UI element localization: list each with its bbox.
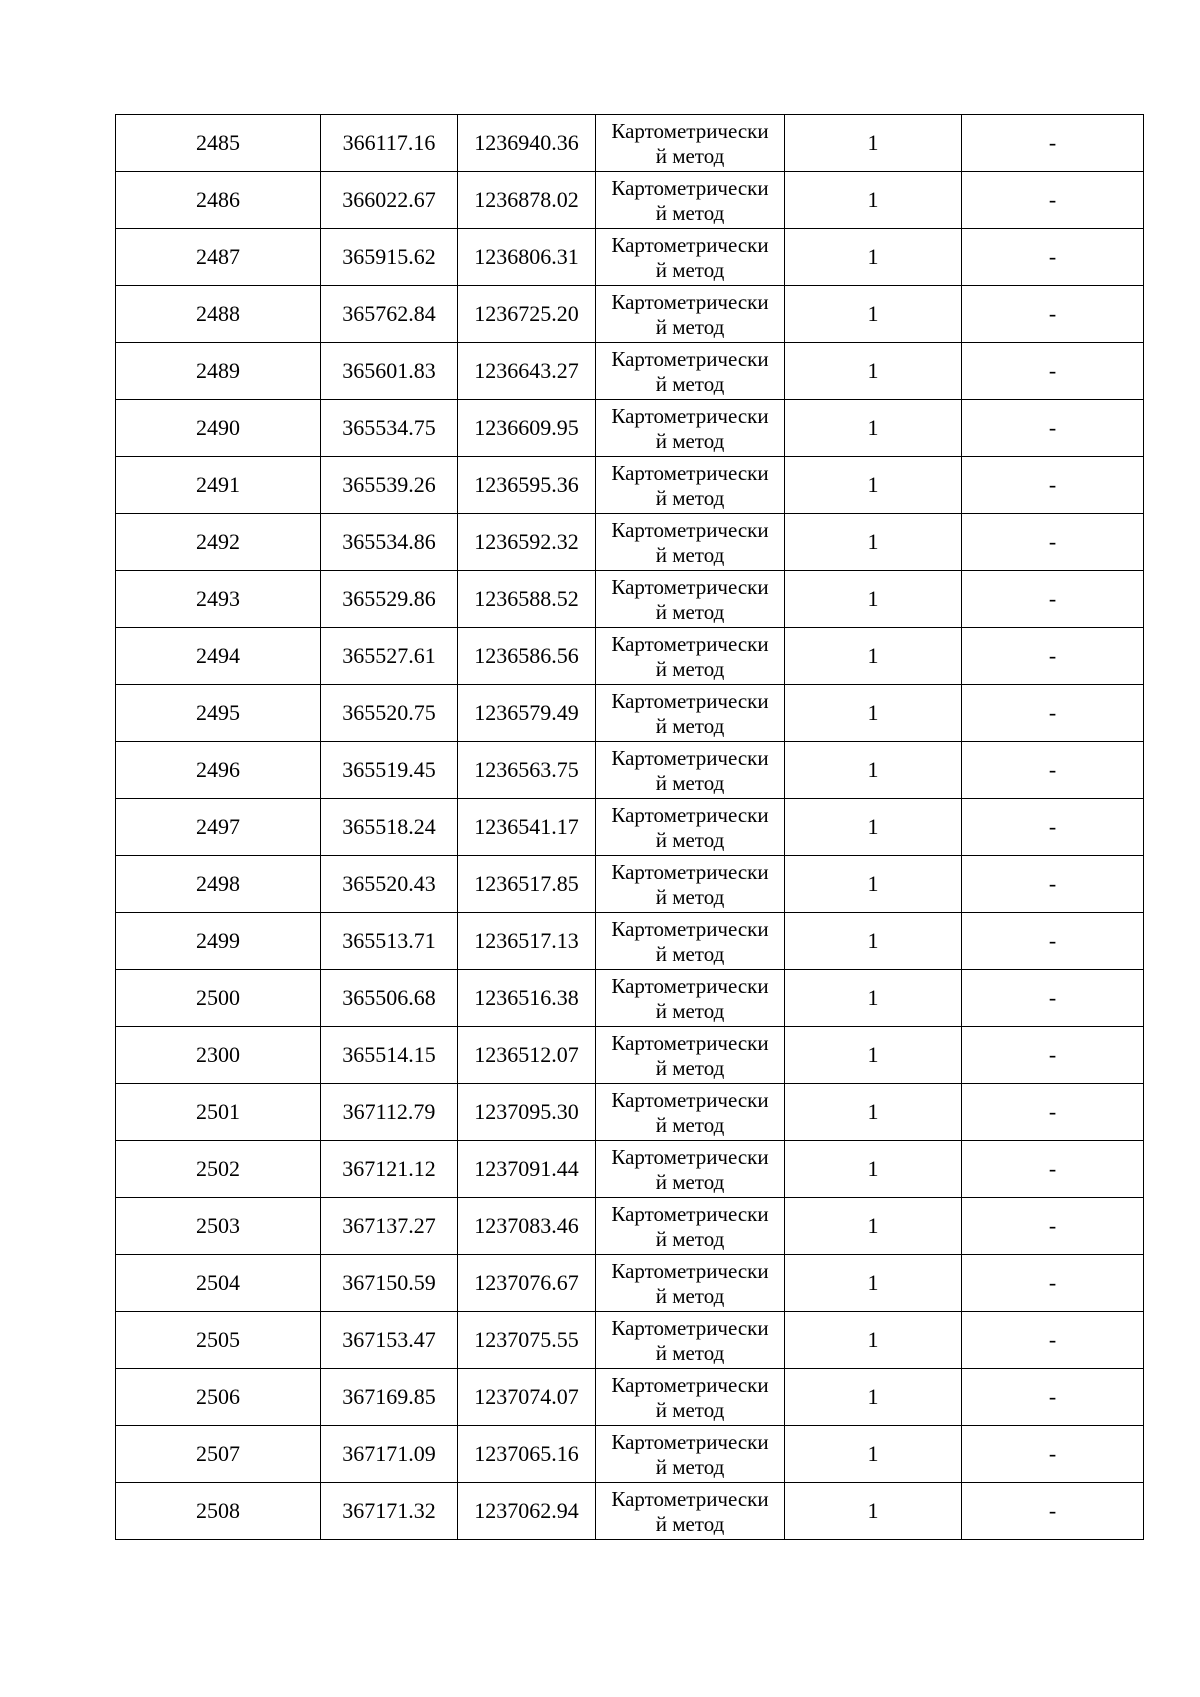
accuracy-cell: 1 [785, 1426, 962, 1483]
method-line-1: Картометрически [611, 688, 769, 713]
accuracy-cell: 1 [785, 742, 962, 799]
point-number-cell: 2496 [116, 742, 321, 799]
x-coordinate-cell: 365534.75 [321, 400, 458, 457]
table-row [116, 400, 1144, 457]
description-cell: - [962, 172, 1144, 229]
method-line-2: й метод [655, 542, 725, 567]
y-coordinate-cell: 1237083.46 [458, 1198, 596, 1255]
table-row [116, 1141, 1144, 1198]
method-line-1: Картометрически [611, 631, 769, 656]
method-line-2: й метод [655, 1169, 725, 1194]
method-cell [596, 514, 785, 571]
point-number-cell: 2491 [116, 457, 321, 514]
accuracy-cell: 1 [785, 1198, 962, 1255]
y-coordinate-cell: 1236563.75 [458, 742, 596, 799]
method-cell [596, 1369, 785, 1426]
table-row [116, 742, 1144, 799]
coordinates-table [115, 114, 1144, 1540]
point-number-cell: 2503 [116, 1198, 321, 1255]
y-coordinate-cell: 1236516.38 [458, 970, 596, 1027]
method-line-1: Картометрически [611, 973, 769, 998]
y-coordinate-cell: 1236579.49 [458, 685, 596, 742]
accuracy-cell: 1 [785, 172, 962, 229]
method-line-2: й метод [655, 713, 725, 738]
method-line-2: й метод [655, 941, 725, 966]
method-line-1: Картометрически [611, 403, 769, 428]
x-coordinate-cell: 367171.32 [321, 1483, 458, 1540]
table-row [116, 457, 1144, 514]
method-cell [596, 1027, 785, 1084]
table-row [116, 571, 1144, 628]
method-cell [596, 1141, 785, 1198]
description-cell: - [962, 229, 1144, 286]
accuracy-cell: 1 [785, 286, 962, 343]
method-cell [596, 286, 785, 343]
point-number-cell: 2500 [116, 970, 321, 1027]
method-line-1: Картометрически [611, 289, 769, 314]
method-cell [596, 799, 785, 856]
method-cell [596, 400, 785, 457]
method-line-2: й метод [655, 371, 725, 396]
y-coordinate-cell: 1236586.56 [458, 628, 596, 685]
point-number-cell: 2494 [116, 628, 321, 685]
accuracy-cell: 1 [785, 628, 962, 685]
method-line-2: й метод [655, 314, 725, 339]
method-line-1: Картометрически [611, 175, 769, 200]
accuracy-cell: 1 [785, 343, 962, 400]
method-line-1: Картометрически [611, 118, 769, 143]
y-coordinate-cell: 1236588.52 [458, 571, 596, 628]
point-number-cell: 2486 [116, 172, 321, 229]
table-row [116, 913, 1144, 970]
method-line-2: й метод [655, 200, 725, 225]
method-line-2: й метод [655, 1454, 725, 1479]
accuracy-cell: 1 [785, 799, 962, 856]
accuracy-cell: 1 [785, 685, 962, 742]
method-cell [596, 571, 785, 628]
y-coordinate-cell: 1237075.55 [458, 1312, 596, 1369]
y-coordinate-cell: 1236609.95 [458, 400, 596, 457]
table-row [116, 115, 1144, 172]
x-coordinate-cell: 367112.79 [321, 1084, 458, 1141]
x-coordinate-cell: 367169.85 [321, 1369, 458, 1426]
method-cell [596, 1198, 785, 1255]
method-line-1: Картометрически [611, 802, 769, 827]
method-cell [596, 1084, 785, 1141]
table-row [116, 856, 1144, 913]
description-cell: - [962, 1198, 1144, 1255]
point-number-cell: 2489 [116, 343, 321, 400]
y-coordinate-cell: 1236940.36 [458, 115, 596, 172]
method-line-1: Картометрически [611, 574, 769, 599]
method-line-1: Картометрически [611, 1486, 769, 1511]
method-line-1: Картометрически [611, 460, 769, 485]
method-line-2: й метод [655, 1055, 725, 1080]
method-cell [596, 1312, 785, 1369]
y-coordinate-cell: 1237074.07 [458, 1369, 596, 1426]
method-cell [596, 856, 785, 913]
description-cell: - [962, 1027, 1144, 1084]
description-cell: - [962, 1369, 1144, 1426]
description-cell: - [962, 1084, 1144, 1141]
x-coordinate-cell: 367137.27 [321, 1198, 458, 1255]
method-line-2: й метод [655, 1112, 725, 1137]
x-coordinate-cell: 367150.59 [321, 1255, 458, 1312]
y-coordinate-cell: 1237091.44 [458, 1141, 596, 1198]
description-cell: - [962, 286, 1144, 343]
x-coordinate-cell: 365534.86 [321, 514, 458, 571]
method-line-1: Картометрически [611, 1144, 769, 1169]
description-cell: - [962, 742, 1144, 799]
method-line-2: й метод [655, 1283, 725, 1308]
x-coordinate-cell: 365915.62 [321, 229, 458, 286]
accuracy-cell: 1 [785, 1312, 962, 1369]
point-number-cell: 2502 [116, 1141, 321, 1198]
description-cell: - [962, 685, 1144, 742]
accuracy-cell: 1 [785, 856, 962, 913]
point-number-cell: 2487 [116, 229, 321, 286]
method-cell [596, 172, 785, 229]
x-coordinate-cell: 367153.47 [321, 1312, 458, 1369]
table-row [116, 799, 1144, 856]
method-cell [596, 1426, 785, 1483]
table-row [116, 970, 1144, 1027]
x-coordinate-cell: 367171.09 [321, 1426, 458, 1483]
point-number-cell: 2506 [116, 1369, 321, 1426]
table-row [116, 172, 1144, 229]
method-line-1: Картометрически [611, 916, 769, 941]
description-cell: - [962, 571, 1144, 628]
method-line-2: й метод [655, 143, 725, 168]
point-number-cell: 2492 [116, 514, 321, 571]
accuracy-cell: 1 [785, 913, 962, 970]
table-row [116, 685, 1144, 742]
method-line-2: й метод [655, 998, 725, 1023]
method-line-2: й метод [655, 257, 725, 282]
x-coordinate-cell: 365529.86 [321, 571, 458, 628]
description-cell: - [962, 1312, 1144, 1369]
point-number-cell: 2493 [116, 571, 321, 628]
accuracy-cell: 1 [785, 400, 962, 457]
point-number-cell: 2495 [116, 685, 321, 742]
description-cell: - [962, 1141, 1144, 1198]
x-coordinate-cell: 366117.16 [321, 115, 458, 172]
method-cell [596, 913, 785, 970]
description-cell: - [962, 856, 1144, 913]
x-coordinate-cell: 365539.26 [321, 457, 458, 514]
table-row [116, 1255, 1144, 1312]
description-cell: - [962, 1255, 1144, 1312]
table-row [116, 1426, 1144, 1483]
x-coordinate-cell: 367121.12 [321, 1141, 458, 1198]
description-cell: - [962, 1426, 1144, 1483]
table-row [116, 1369, 1144, 1426]
point-number-cell: 2501 [116, 1084, 321, 1141]
accuracy-cell: 1 [785, 571, 962, 628]
y-coordinate-cell: 1237095.30 [458, 1084, 596, 1141]
description-cell: - [962, 1483, 1144, 1540]
accuracy-cell: 1 [785, 1084, 962, 1141]
method-line-2: й метод [655, 1511, 725, 1536]
point-number-cell: 2507 [116, 1426, 321, 1483]
point-number-cell: 2505 [116, 1312, 321, 1369]
description-cell: - [962, 115, 1144, 172]
description-cell: - [962, 343, 1144, 400]
accuracy-cell: 1 [785, 1027, 962, 1084]
x-coordinate-cell: 365527.61 [321, 628, 458, 685]
table-body [116, 115, 1144, 1540]
point-number-cell: 2498 [116, 856, 321, 913]
accuracy-cell: 1 [785, 1483, 962, 1540]
point-number-cell: 2499 [116, 913, 321, 970]
method-line-2: й метод [655, 656, 725, 681]
y-coordinate-cell: 1236517.13 [458, 913, 596, 970]
method-line-1: Картометрически [611, 232, 769, 257]
method-line-1: Картометрически [611, 745, 769, 770]
accuracy-cell: 1 [785, 229, 962, 286]
method-line-1: Картометрически [611, 1429, 769, 1454]
method-line-2: й метод [655, 428, 725, 453]
table-row [116, 514, 1144, 571]
table-row [116, 1483, 1144, 1540]
method-cell [596, 685, 785, 742]
accuracy-cell: 1 [785, 970, 962, 1027]
method-cell [596, 343, 785, 400]
point-number-cell: 2490 [116, 400, 321, 457]
method-line-2: й метод [655, 1340, 725, 1365]
x-coordinate-cell: 365762.84 [321, 286, 458, 343]
accuracy-cell: 1 [785, 1141, 962, 1198]
point-number-cell: 2497 [116, 799, 321, 856]
y-coordinate-cell: 1236643.27 [458, 343, 596, 400]
method-line-1: Картометрически [611, 1030, 769, 1055]
y-coordinate-cell: 1236878.02 [458, 172, 596, 229]
x-coordinate-cell: 365506.68 [321, 970, 458, 1027]
method-line-1: Картометрически [611, 517, 769, 542]
method-line-2: й метод [655, 1226, 725, 1251]
y-coordinate-cell: 1236512.07 [458, 1027, 596, 1084]
accuracy-cell: 1 [785, 457, 962, 514]
y-coordinate-cell: 1236592.32 [458, 514, 596, 571]
accuracy-cell: 1 [785, 1255, 962, 1312]
x-coordinate-cell: 365514.15 [321, 1027, 458, 1084]
table-row [116, 1198, 1144, 1255]
y-coordinate-cell: 1237065.16 [458, 1426, 596, 1483]
accuracy-cell: 1 [785, 1369, 962, 1426]
method-cell [596, 1483, 785, 1540]
method-cell [596, 115, 785, 172]
method-line-1: Картометрически [611, 1315, 769, 1340]
y-coordinate-cell: 1236806.31 [458, 229, 596, 286]
method-cell [596, 457, 785, 514]
table-row [116, 286, 1144, 343]
x-coordinate-cell: 365601.83 [321, 343, 458, 400]
description-cell: - [962, 913, 1144, 970]
description-cell: - [962, 799, 1144, 856]
method-cell [596, 628, 785, 685]
x-coordinate-cell: 365513.71 [321, 913, 458, 970]
method-line-2: й метод [655, 599, 725, 624]
x-coordinate-cell: 365520.75 [321, 685, 458, 742]
method-line-1: Картометрически [611, 1201, 769, 1226]
method-line-1: Картометрически [611, 1087, 769, 1112]
y-coordinate-cell: 1236517.85 [458, 856, 596, 913]
description-cell: - [962, 970, 1144, 1027]
table-row [116, 1312, 1144, 1369]
method-line-1: Картометрически [611, 1258, 769, 1283]
description-cell: - [962, 628, 1144, 685]
x-coordinate-cell: 365518.24 [321, 799, 458, 856]
method-line-2: й метод [655, 770, 725, 795]
table-row [116, 628, 1144, 685]
method-line-1: Картометрически [611, 859, 769, 884]
point-number-cell: 2508 [116, 1483, 321, 1540]
table-row [116, 1027, 1144, 1084]
y-coordinate-cell: 1237076.67 [458, 1255, 596, 1312]
method-line-2: й метод [655, 1397, 725, 1422]
table-row [116, 229, 1144, 286]
accuracy-cell: 1 [785, 514, 962, 571]
coordinates-table-container [115, 114, 1144, 1540]
y-coordinate-cell: 1236595.36 [458, 457, 596, 514]
point-number-cell: 2488 [116, 286, 321, 343]
description-cell: - [962, 457, 1144, 514]
x-coordinate-cell: 365520.43 [321, 856, 458, 913]
method-line-1: Картометрически [611, 346, 769, 371]
method-cell [596, 970, 785, 1027]
method-line-2: й метод [655, 827, 725, 852]
method-line-1: Картометрически [611, 1372, 769, 1397]
accuracy-cell: 1 [785, 115, 962, 172]
method-cell [596, 1255, 785, 1312]
method-cell [596, 742, 785, 799]
x-coordinate-cell: 365519.45 [321, 742, 458, 799]
point-number-cell: 2485 [116, 115, 321, 172]
description-cell: - [962, 400, 1144, 457]
method-cell [596, 229, 785, 286]
description-cell: - [962, 514, 1144, 571]
y-coordinate-cell: 1236725.20 [458, 286, 596, 343]
table-row [116, 1084, 1144, 1141]
x-coordinate-cell: 366022.67 [321, 172, 458, 229]
y-coordinate-cell: 1237062.94 [458, 1483, 596, 1540]
point-number-cell: 2300 [116, 1027, 321, 1084]
table-row [116, 343, 1144, 400]
point-number-cell: 2504 [116, 1255, 321, 1312]
method-line-2: й метод [655, 485, 725, 510]
y-coordinate-cell: 1236541.17 [458, 799, 596, 856]
method-line-2: й метод [655, 884, 725, 909]
